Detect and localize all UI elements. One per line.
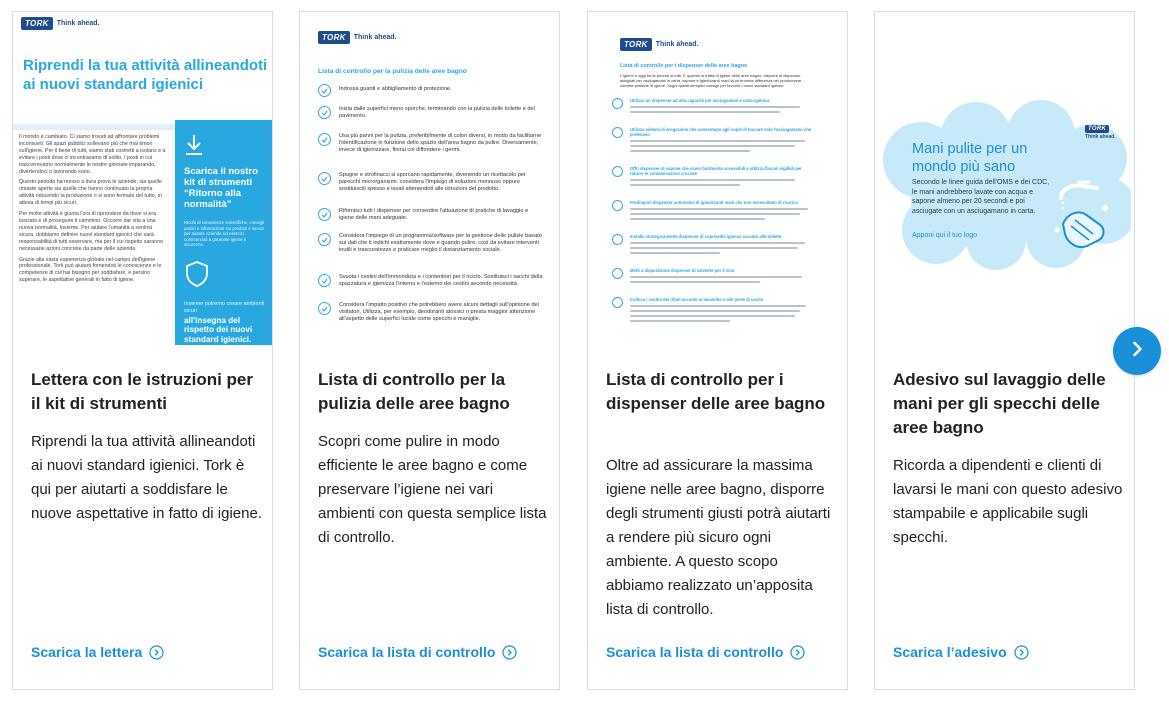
sidebar-text: Ricchi di consulenze scientifiche, consigli pratici e informazioni sui prodotti e servizi per aiutare aziende ed esercizi commerciali a garantire igiene e sicurezza. (184, 220, 265, 247)
checklist-item: Considera l'impiego di un programma/software per la gestione delle pulizie basato sui dati che ti indichi esattamente dove e quando pulire, così da evitare interventi inutili e trascuratezze e praticare meglio il distanziamento sociale. (318, 233, 543, 253)
checklist-item: Utilizza sistemi di erogazione che consentano agli ospiti di toccare solo l'asciugamano che prelevano (612, 127, 817, 155)
download-sticker-link[interactable] (893, 644, 1029, 660)
chevron-right-circle-icon (502, 645, 517, 660)
checklist-item: Predisponi dispenser automatici di igienizzanti mani che non necessitano di ricarica (612, 200, 817, 223)
sticker-logo-note: Apponi qui il tuo logo (912, 232, 977, 239)
sidebar-title: Scarica il nostro kit di strumenti “Ritorno alla normalità” (184, 166, 258, 210)
checklist-item: Offri dispenser di sapone che siano facilmente accessibili e utilizza flaconi sigillati per ridurre le contaminazioni crociate (612, 166, 817, 189)
card-thumbnail[interactable] (300, 12, 559, 345)
card-title: Adesivo sul lavaggio delle mani per gli specchi delle aree bagno (893, 370, 1106, 437)
link-label: Scarica l’adesivo (893, 644, 1007, 660)
download-letter-link[interactable] (31, 644, 164, 660)
sidebar-quote: all'insegna del rispetto dei nuovi standard igienici. (184, 316, 253, 344)
handwash-icon (1053, 180, 1115, 257)
check-icon (612, 234, 623, 245)
card-thumbnail[interactable] (13, 12, 272, 345)
checklist-item: Spugne e strofinacci si sporcano rapidamente, divenendo un ricettacolo per parecchi microrganismi: considera l'impiego di soluzioni monouso oppure sostituiscili spesso e lavali attenendoti alle istruzioni del prodotto. (318, 172, 543, 192)
tork-logo: TORK Think ahead. (318, 31, 397, 44)
check-icon (612, 200, 623, 211)
tork-logo: TORK Think ahead. (21, 17, 100, 30)
card-description: Oltre ad assicurare la massima igiene nelle aree bagno, disporre degli strumenti giusti potrà aiutarti a rendere più sicuro ogni ambiente. A questo scopo abbiamo realizzato un’apposita lista di controllo. (606, 457, 831, 618)
checklist-item: Indossa guanti e abbigliamento di protezione. (318, 84, 543, 97)
chevron-right-circle-icon (149, 645, 164, 660)
resource-card (587, 11, 848, 690)
download-checklist-link[interactable] (606, 644, 805, 660)
check-icon (612, 297, 623, 308)
link-label: Scarica la lista di controllo (318, 644, 496, 660)
thumb-sidebar (175, 120, 272, 345)
checklist-item: Considera l'impatto positivo che potrebbero avere alcuni dettagli sull'opinione dei visitatori. Utilizza, per esempio, deodoranti atossici o presta maggior attenzione all'aspetto delle superfici lucide come specchi e maniglie. (318, 302, 543, 322)
check-icon (318, 172, 331, 185)
card-description: Scopri come pulire in modo efficiente le aree bagno e come preservare l’igiene nei vari ambienti con questa semplice lista di controllo. (318, 433, 547, 546)
tork-logo: TORK Think ahead. (620, 38, 699, 51)
chevron-right-circle-icon (1014, 645, 1029, 660)
check-icon (612, 268, 623, 279)
download-icon (185, 134, 203, 161)
thumb-heading: Lista di controllo per i dispenser delle aree bagno (620, 63, 748, 69)
resource-card (299, 11, 560, 690)
download-checklist-link[interactable] (318, 644, 517, 660)
check-icon (318, 233, 331, 246)
checklist-item: Rifornisci tutti i dispenser per consentire l'attuazione di pratiche di lavaggio e igiene delle mani adeguate. (318, 208, 543, 222)
thumb-checklist (612, 98, 817, 325)
checklist-item: Inizia dalle superfici meno sporche, terminando con la pulizia delle toilette e del pavimento. (318, 106, 543, 120)
link-label: Scarica la lettera (31, 644, 143, 660)
resource-card (12, 11, 273, 690)
check-icon (318, 84, 331, 97)
thumb-heading: Lista di controllo per la pulizia delle aree bagno (318, 68, 467, 75)
check-icon (318, 208, 331, 221)
link-label: Scarica la lista di controllo (606, 644, 784, 660)
check-icon (318, 274, 331, 287)
card-description: Riprendi la tua attività allineandoti ai nuovi standard igienici. Tork è qui per aiutarti a soddisfare le nuove aspettative in fatto di igiene. (31, 433, 262, 522)
card-thumbnail[interactable] (588, 12, 847, 345)
card-title: Lista di controllo per i dispenser delle aree bagno (606, 370, 826, 413)
checklist-item: Colloca i cestini dei rifiuti accanto ai lavandini e alle porte di uscita (612, 297, 817, 325)
checklist-item: Utilizza un dispenser ad alta capacità per asciugamani e carta igienica (612, 98, 817, 116)
chevron-right-circle-icon (790, 645, 805, 660)
checklist-item: Svuota i cestini dell'immondizia e i contenitori per il riciclo. Sostituisci i sacchi della spazzatura e igienizza l'interno e l'esterno dei cestini secondo necessità. (318, 274, 543, 288)
card-title: Lista di controllo per la pulizia delle aree bagno (318, 370, 510, 413)
checklist-item: Metti a disposizione dispenser di salviette per il viso (612, 268, 817, 286)
card-thumbnail[interactable] (875, 12, 1134, 345)
checklist-item: Usa più panni per la pulizia, preferibilmente di colori diversi, in modo da facilitarne l'identificazione in funzione dello spazio dell'area bagno da pulire. Diversamente, invece di igienizzare, finirai col diffondere i germi. (318, 133, 543, 153)
carousel-next-button[interactable] (1113, 327, 1161, 375)
checklist-item: Installa strategicamente dispenser di coprisedili igienici accanto alle toilette (612, 234, 817, 257)
card-title: Lettera con le istruzioni per il kit di strumenti (31, 370, 253, 413)
check-icon (612, 127, 623, 138)
thumb-heading: Riprendi la tua attività allineandoti ai nuovi standard igienici (23, 57, 268, 93)
card-description: Ricorda a dipendenti e clienti di lavarsi le mani con questo adesivo stampabile e applicabile sugli specchi. (893, 457, 1123, 546)
sticker-heading: Mani pulite per un mondo più sano (912, 141, 1028, 175)
sidebar-small: Insieme potremo creare ambienti sicuri (184, 301, 265, 314)
check-icon (318, 133, 331, 146)
thumb-intro: L'igiene è oggi tra le priorità di tutti. E quando si tratta di igiene delle aree bagno, disporre di dispenser adeguati per asciugamani in carta, sapone e igienizzanti mani fa un'enorme differenza nel promuovere corrette pratiche di igiene. Segui questi semplici consigli per favorire i nuovi standard igienici: (620, 73, 802, 88)
check-icon (318, 106, 331, 119)
sticker-text: Secondo le linee guida dell'OMS e dei CDC, le mani andrebbero lavate con acqua e sapone almeno per 20 secondi e poi asciugate con un asciugamano in carta. (912, 179, 1050, 215)
chevron-right-icon (1128, 340, 1146, 363)
resource-card (874, 11, 1135, 690)
shield-icon (185, 260, 209, 293)
thumb-body-text: Il mondo è cambiato. Ci siamo trovati ad affrontare problemi inconsueti. Gli spazi pubblici sollevano più che mai timori sull'igiene. Per il bene di tutti, siamo stati costretti a isolarci e a evitare i posti dove ci incontravamo di solito. I posti in cui trascorrevamo normalmente le nostre giornate imparando, divertendoci o lavorando sono. Questo periodo ha messo a dura prova le aziende, sia quelle rimaste aperte sia quelle che hanno continuato la propria attività riducendo la produzione o si sono fermate del tutto, in attesa di tempi più sicuri. Per molte attività è giunta l'ora di riprendere da dove si era lasciato e di proseguire il cammino. Occorre dar vita a una nuova normalità. Insieme. Per aiutare l'umanità a sentirsi sicura, dobbiamo definire nuovi standard igienici che sarà responsabilità di tutti osservare, ma per il cui rispetto saranno necessarie azioni concrete da parte delle aziende. Grazie alla vasta esperienza globale nel campo dell'igiene professionale, Tork può aiutarti fornendoti le conoscenze e le competenze di cui hai bisogno per soddisfare, e persino superare, le aspettative generali in fatto di igiene. (19, 134, 166, 284)
check-icon (612, 166, 623, 177)
check-icon (612, 98, 623, 109)
tork-logo: TORK Think ahead. (1085, 126, 1116, 140)
check-icon (318, 302, 331, 315)
